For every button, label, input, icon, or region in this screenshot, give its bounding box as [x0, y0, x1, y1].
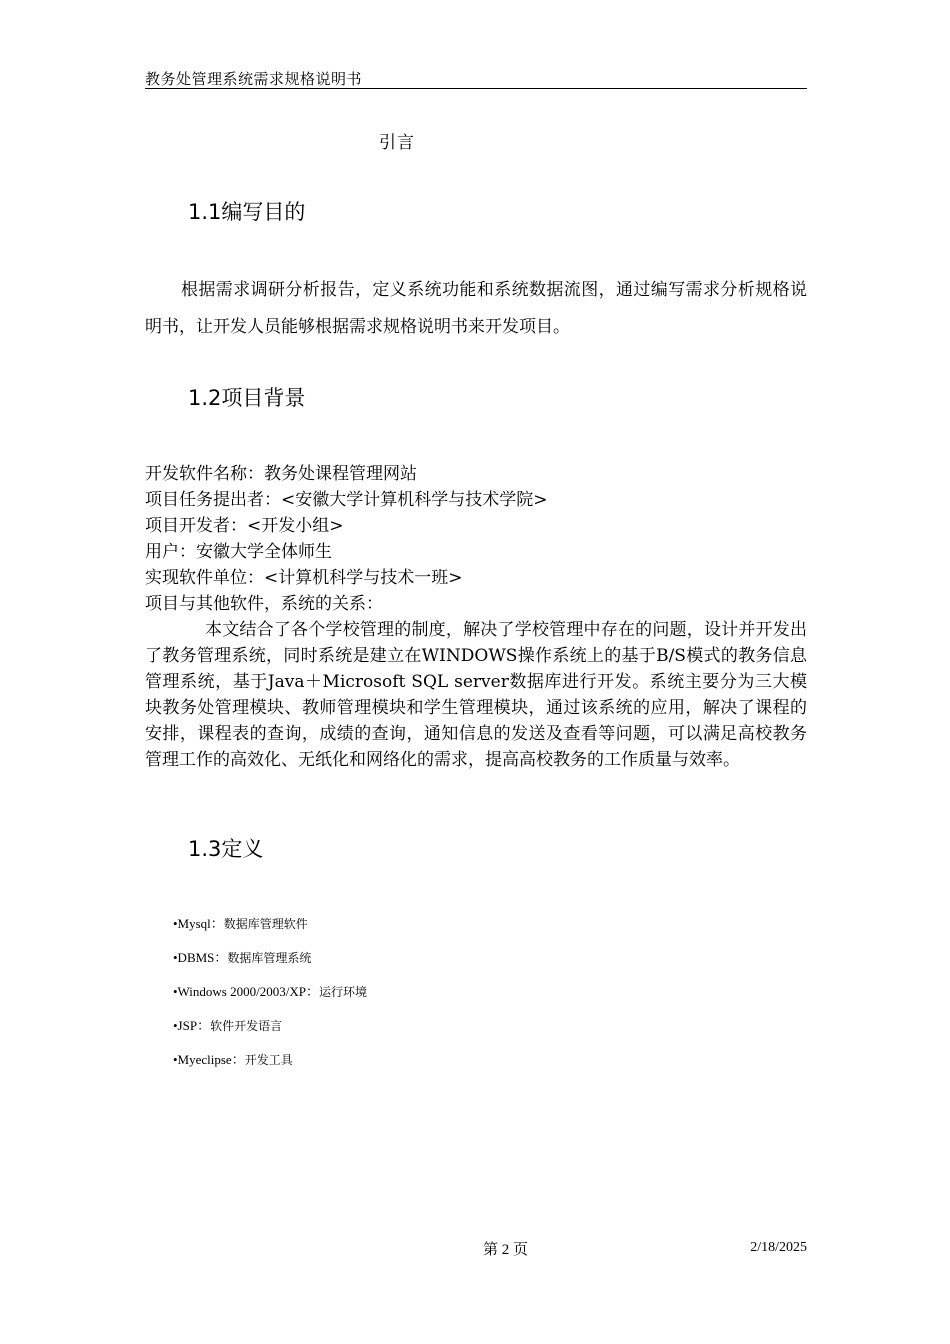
- software-name-line: 开发软件名称：教务处课程管理网站: [145, 464, 417, 484]
- background-paragraph: 本文结合了各个学校管理的制度，解决了学校管理中存在的问题，设计并开发出了教务管理系统，同时系统是建立在WINDOWS操作系统上的基于B/S模式的教务信息管理系统，基于Java＋Microsoft SQL server数据库进行开发。系统主要分为三大模块教务处管理模块、教师管理模块和学生管理模块，通过该系统的应用，解决了课程的安排，课程表的查询，成绩的查询，通知信息的发送及查看等问题，可以满足高校教务管理工作的高效化、无纸化和网络化的需求，提高高校教务的工作质量与效率。: [145, 620, 807, 770]
- definition-term: •Myeclipse：: [173, 1052, 245, 1067]
- definition-desc: 数据库管理系统: [227, 951, 312, 965]
- definition-item: [173, 982, 367, 1016]
- definition-term: •JSP：: [173, 1018, 211, 1033]
- definition-desc: 数据库管理软件: [223, 917, 308, 931]
- definitions-list: [173, 914, 367, 1084]
- page-header-title: 教务处管理系统需求规格说明书: [145, 70, 363, 88]
- section-1-1-heading: 1.1编写目的: [188, 200, 306, 224]
- definition-item: [173, 948, 367, 982]
- section-1-3-heading: 1.3定义: [188, 837, 264, 861]
- page-number: 第 2 页: [483, 1242, 529, 1258]
- definition-term: •Mysql：: [173, 916, 224, 931]
- header-divider: [145, 88, 807, 89]
- section-1-2-content: [145, 461, 807, 773]
- definition-term: •Windows 2000/2003/XP：: [173, 984, 319, 999]
- definition-item: [173, 914, 367, 948]
- relation-line: 项目与其他软件，系统的关系：: [145, 594, 383, 614]
- footer-date: 2/18/2025: [750, 1240, 807, 1255]
- task-proposer-line: 项目任务提出者：<安徽大学计算机科学与技术学院>: [145, 490, 548, 510]
- intro-title: 引言: [379, 133, 415, 153]
- definition-term: •DBMS：: [173, 950, 228, 965]
- section-1-1-text: 根据需求调研分析报告，定义系统功能和系统数据流图，通过编写需求分析规格说明书，让开发人员能够根据需求规格说明书来开发项目。: [145, 280, 807, 337]
- definition-desc: 开发工具: [244, 1053, 293, 1067]
- definition-item: [173, 1016, 367, 1050]
- developer-line: 项目开发者：<开发小组>: [145, 516, 344, 536]
- implementer-line: 实现软件单位：<计算机科学与技术一班>: [145, 568, 463, 588]
- users-line: 用户：安徽大学全体师生: [145, 542, 332, 562]
- section-1-2-heading: 1.2项目背景: [188, 386, 306, 410]
- definition-item: [173, 1050, 367, 1084]
- definition-desc: 运行环境: [318, 985, 367, 999]
- definition-desc: 软件开发语言: [210, 1019, 283, 1033]
